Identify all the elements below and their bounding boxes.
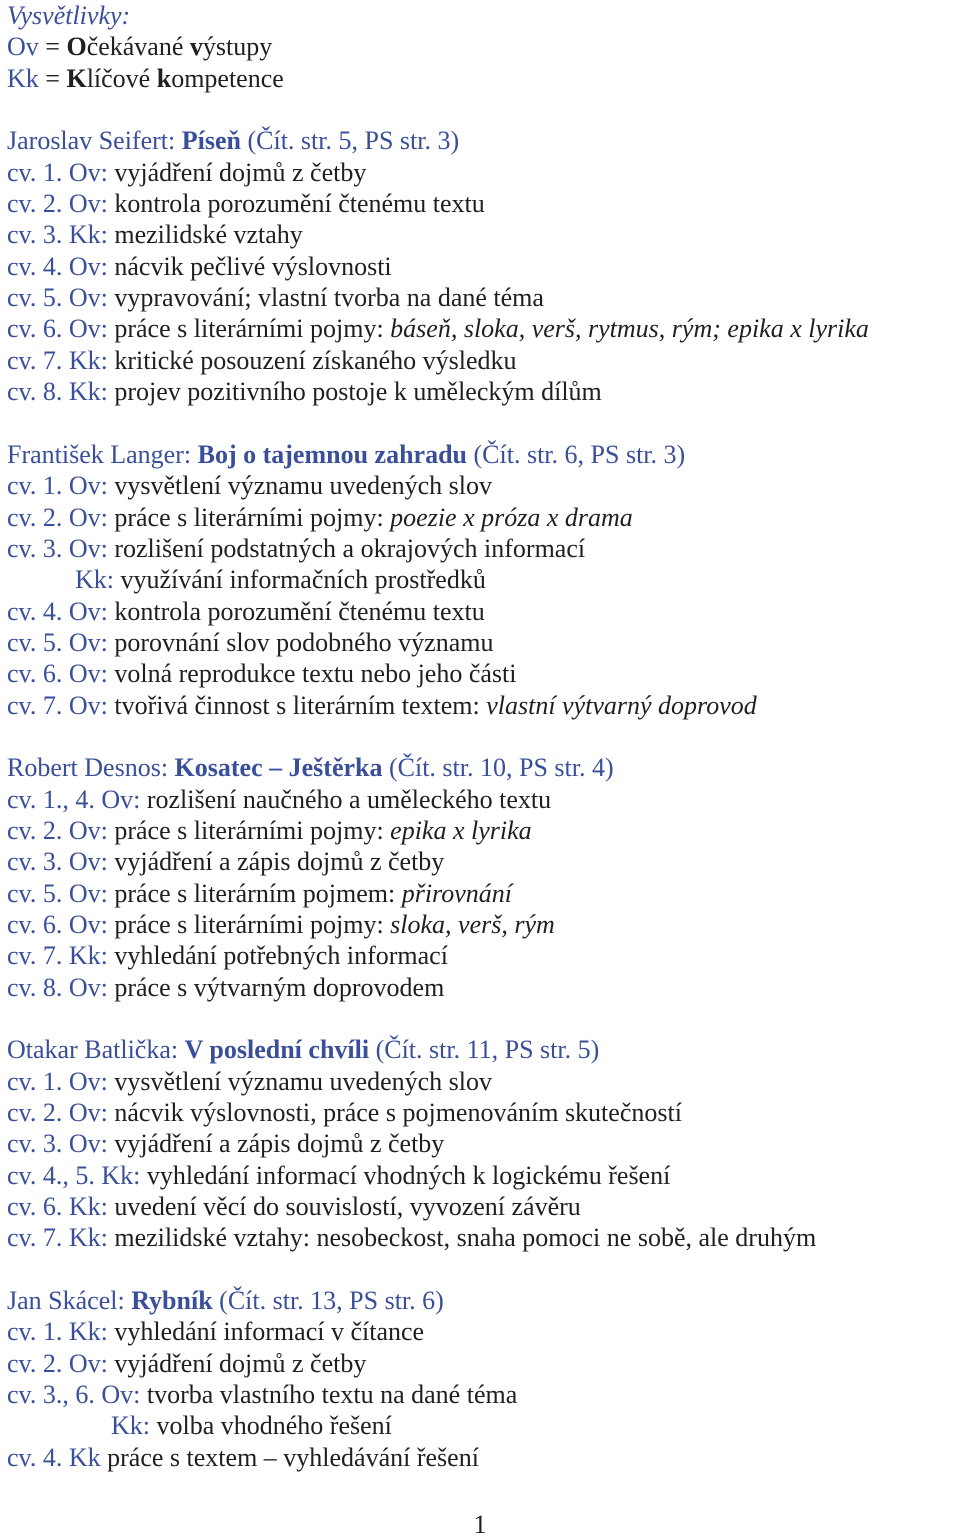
exercise-line <box>7 1191 957 1222</box>
section-spacer <box>7 407 957 438</box>
exercise-tag: Kk: <box>68 1317 115 1347</box>
exercise-term: báseň, sloka, verš, rytmus, rým; epika x lyrika <box>390 314 869 344</box>
exercise-number: cv. 1., 4. <box>7 784 102 814</box>
exercise-number: cv. 2. <box>7 1348 69 1378</box>
exercise-line <box>7 1160 957 1191</box>
legend-item-ov <box>7 31 957 62</box>
exercise-line <box>7 1222 957 1253</box>
exercise-tag: Kk: <box>75 565 121 595</box>
exercise-tag: Ov: <box>68 1129 115 1159</box>
section-heading <box>7 1285 957 1316</box>
exercise-line <box>7 878 957 909</box>
exercise-text: kontrola porozumění čtenému textu <box>114 596 485 626</box>
sections-container <box>7 94 957 1473</box>
exercise-text: nácvik pečlivé výslovnosti <box>114 251 392 281</box>
legend-word: líčové <box>86 63 157 93</box>
exercise-text: rozlišení naučného a uměleckého textu <box>146 784 552 814</box>
exercise-tag: Ov: <box>68 815 115 845</box>
section-source: (Čít. str. 6, PS str. 3) <box>467 439 686 469</box>
exercise-number: cv. 6. <box>7 909 69 939</box>
section-spacer <box>7 721 957 752</box>
exercise-line <box>7 219 957 250</box>
exercise-number: cv. 4. <box>7 1442 69 1472</box>
exercise-number: cv. 7. <box>7 345 69 375</box>
exercise-text: volba vhodného řešení <box>156 1411 392 1441</box>
exercise-line <box>7 502 957 533</box>
exercise-tag: Ov: <box>101 784 147 814</box>
exercise-line <box>7 1128 957 1159</box>
legend-eq: = <box>38 63 67 93</box>
exercise-text: vysvětlení významu uvedených slov <box>114 471 492 501</box>
exercise-number: cv. 6. <box>7 659 69 689</box>
exercise-tag: Ov: <box>101 1380 147 1410</box>
section-author: Jaroslav Seifert: <box>7 126 182 156</box>
exercise-text: práce s výtvarným doprovodem <box>114 972 445 1002</box>
exercise-line <box>7 564 957 595</box>
legend-word: ompetence <box>171 63 284 93</box>
exercise-line <box>7 470 957 501</box>
section-heading <box>7 125 957 156</box>
legend-eq: = <box>38 32 67 62</box>
exercise-text: práce s literárními pojmy: <box>114 314 391 344</box>
exercise-text: vyhledání potřebných informací <box>114 941 448 971</box>
exercise-text: vyjádření a zápis dojmů z četby <box>114 1129 445 1159</box>
exercise-tag: Kk: <box>68 345 115 375</box>
section-title: Rybník <box>131 1286 213 1316</box>
exercise-line <box>7 188 957 219</box>
exercise-tag: Kk: <box>68 1223 115 1253</box>
exercise-line <box>7 282 957 313</box>
exercise-number: cv. 2. <box>7 502 69 532</box>
section-spacer <box>7 94 957 125</box>
exercise-line <box>7 376 957 407</box>
exercise-tag: Ov: <box>68 314 115 344</box>
exercise-text: uvedení věcí do souvislostí, vyvození závěru <box>114 1192 581 1222</box>
section-source: (Čít. str. 5, PS str. 3) <box>240 126 460 156</box>
exercise-line <box>7 627 957 658</box>
exercise-number: cv. 2. <box>7 815 69 845</box>
section-heading <box>7 439 957 470</box>
exercise-number: cv. 2. <box>7 1098 69 1128</box>
section-title: Boj o tajemnou zahradu <box>197 439 468 469</box>
exercise-line <box>7 313 957 344</box>
exercise-line <box>7 596 957 627</box>
exercise-number: cv. 7. <box>7 690 69 720</box>
exercise-tag: Ov: <box>68 627 115 657</box>
exercise-text: vysvětlení významu uvedených slov <box>114 1066 492 1096</box>
exercise-line <box>7 1442 957 1473</box>
exercise-tag: Kk: <box>101 1160 147 1190</box>
exercise-text: práce s literárními pojmy: <box>114 909 391 939</box>
page-number: 1 <box>473 1510 487 1539</box>
exercise-line <box>7 251 957 282</box>
exercise-number: cv. 2. <box>7 189 69 219</box>
exercise-text: tvořivá činnost s literárním textem: <box>114 690 487 720</box>
section-author: František Langer: <box>7 439 198 469</box>
exercise-tag: Kk <box>68 1442 108 1472</box>
legend-letter: v <box>189 32 203 62</box>
legend-word: ýstupy <box>202 32 273 62</box>
exercise-text: kontrola porozumění čtenému textu <box>114 189 485 219</box>
legend-letter: K <box>66 63 87 93</box>
exercise-line <box>7 940 957 971</box>
exercise-number: cv. 7. <box>7 1223 69 1253</box>
exercise-term: vlastní výtvarný doprovod <box>486 690 757 720</box>
exercise-tag: Ov: <box>68 471 115 501</box>
exercise-number: cv. 1. <box>7 1317 69 1347</box>
exercise-tag: Kk: <box>68 220 115 250</box>
exercise-text: vypravování; vlastní tvorba na dané téma <box>114 283 544 313</box>
legend-heading: Vysvětlivky: <box>7 1 131 30</box>
exercise-tag: Ov: <box>68 596 115 626</box>
exercise-tag: Ov: <box>68 909 115 939</box>
exercise-line <box>7 1379 957 1410</box>
exercise-text: vyjádření dojmů z četby <box>114 157 367 187</box>
exercise-term: poezie x próza x drama <box>390 502 633 532</box>
exercise-text: práce s literárními pojmy: <box>114 502 391 532</box>
section-title: Kosatec – Ještěrka <box>174 753 383 783</box>
exercise-line <box>7 1066 957 1097</box>
exercise-text: projev pozitivního postoje k uměleckým dílům <box>114 377 602 407</box>
exercise-line <box>7 658 957 689</box>
exercise-line <box>7 784 957 815</box>
exercise-tag: Ov: <box>68 502 115 532</box>
section-title: V poslední chvíli <box>184 1035 370 1065</box>
section-heading <box>7 752 957 783</box>
exercise-number: cv. 8. <box>7 972 69 1002</box>
exercise-number: cv. 3. <box>7 220 69 250</box>
exercise-tag: Ov: <box>68 283 115 313</box>
exercise-text: mezilidské vztahy <box>114 220 303 250</box>
exercise-line <box>7 846 957 877</box>
section-title: Píseň <box>181 126 241 156</box>
section-heading <box>7 1034 957 1065</box>
exercise-text: kritické posouzení získaného výsledku <box>114 345 517 375</box>
exercise-number: cv. 3. <box>7 533 69 563</box>
exercise-line <box>7 690 957 721</box>
legend-letter: O <box>66 32 87 62</box>
exercise-number: cv. 6. <box>7 1192 69 1222</box>
exercise-tag: Ov: <box>68 690 115 720</box>
exercise-number: cv. 5. <box>7 627 69 657</box>
exercise-number: cv. 1. <box>7 471 69 501</box>
exercise-text: vyhledání informací vhodných k logickému řešení <box>146 1160 671 1190</box>
section-author: Robert Desnos: <box>7 753 175 783</box>
exercise-tag: Kk: <box>68 1192 115 1222</box>
section-source: (Čít. str. 13, PS str. 6) <box>212 1286 444 1316</box>
exercise-line <box>7 345 957 376</box>
exercise-line <box>7 815 957 846</box>
exercise-number: cv. 7. <box>7 941 69 971</box>
exercise-text: vyhledání informací v čítance <box>114 1317 425 1347</box>
exercise-number: cv. 3., 6. <box>7 1380 102 1410</box>
exercise-term: sloka, verš, rým <box>390 909 555 939</box>
exercise-text: volná reprodukce textu nebo jeho části <box>114 659 517 689</box>
section-author: Otakar Batlička: <box>7 1035 185 1065</box>
legend-letter: k <box>156 63 172 93</box>
exercise-text: nácvik výslovnosti, práce s pojmenováním skutečností <box>114 1098 682 1128</box>
exercise-number: cv. 5. <box>7 878 69 908</box>
exercise-text: práce s literárním pojmem: <box>114 878 402 908</box>
exercise-number: cv. 4. <box>7 251 69 281</box>
exercise-line <box>7 1348 957 1379</box>
exercise-line <box>7 972 957 1003</box>
legend-abbr: Kk <box>7 63 39 93</box>
exercise-number: cv. 8. <box>7 377 69 407</box>
exercise-number: cv. 4., 5. <box>7 1160 102 1190</box>
exercise-tag: Ov: <box>68 533 115 563</box>
exercise-text: tvorba vlastního textu na dané téma <box>146 1380 518 1410</box>
exercise-tag: Ov: <box>68 972 115 1002</box>
exercise-tag: Ov: <box>68 1098 115 1128</box>
section-source: (Čít. str. 11, PS str. 5) <box>369 1035 600 1065</box>
exercise-number: cv. 1. <box>7 1066 69 1096</box>
exercise-tag: Ov: <box>68 1066 115 1096</box>
exercise-tag: Ov: <box>68 157 115 187</box>
exercise-number: cv. 5. <box>7 283 69 313</box>
exercise-number: cv. 6. <box>7 314 69 344</box>
exercise-line <box>7 1410 957 1441</box>
exercise-text: práce s literárními pojmy: <box>114 815 391 845</box>
section-spacer <box>7 1003 957 1034</box>
exercise-number: cv. 4. <box>7 596 69 626</box>
section-spacer <box>7 1254 957 1285</box>
exercise-line <box>7 157 957 188</box>
section-source: (Čít. str. 10, PS str. 4) <box>382 753 614 783</box>
exercise-text: práce s textem – vyhledávání řešení <box>107 1442 479 1472</box>
exercise-term: epika x lyrika <box>390 815 532 845</box>
legend-abbr: Ov <box>7 32 39 62</box>
exercise-tag: Ov: <box>68 659 115 689</box>
exercise-line <box>7 533 957 564</box>
exercise-line <box>7 1316 957 1347</box>
exercise-text: porovnání slov podobného významu <box>114 627 494 657</box>
exercise-text: využívání informačních prostředků <box>120 565 486 595</box>
exercise-number: cv. 1. <box>7 157 69 187</box>
exercise-tag: Kk: <box>68 941 115 971</box>
exercise-text: mezilidské vztahy: nesobeckost, snaha pomoci ne sobě, ale druhým <box>114 1223 817 1253</box>
section-author: Jan Skácel: <box>7 1286 132 1316</box>
document-page <box>7 0 957 1473</box>
exercise-term: přirovnání <box>401 878 512 908</box>
exercise-tag: Kk: <box>111 1411 157 1441</box>
exercise-tag: Ov: <box>68 847 115 877</box>
exercise-tag: Ov: <box>68 189 115 219</box>
exercise-text: vyjádření dojmů z četby <box>114 1348 367 1378</box>
legend-item-kk <box>7 63 957 94</box>
exercise-line <box>7 1097 957 1128</box>
exercise-tag: Kk: <box>68 377 115 407</box>
exercise-number: cv. 3. <box>7 1129 69 1159</box>
legend-word: čekávané <box>86 32 190 62</box>
exercise-text: rozlišení podstatných a okrajových informací <box>114 533 586 563</box>
exercise-tag: Ov: <box>68 1348 115 1378</box>
exercise-tag: Ov: <box>68 878 115 908</box>
exercise-text: vyjádření a zápis dojmů z četby <box>114 847 445 877</box>
exercise-line <box>7 909 957 940</box>
exercise-tag: Ov: <box>68 251 115 281</box>
exercise-number: cv. 3. <box>7 847 69 877</box>
